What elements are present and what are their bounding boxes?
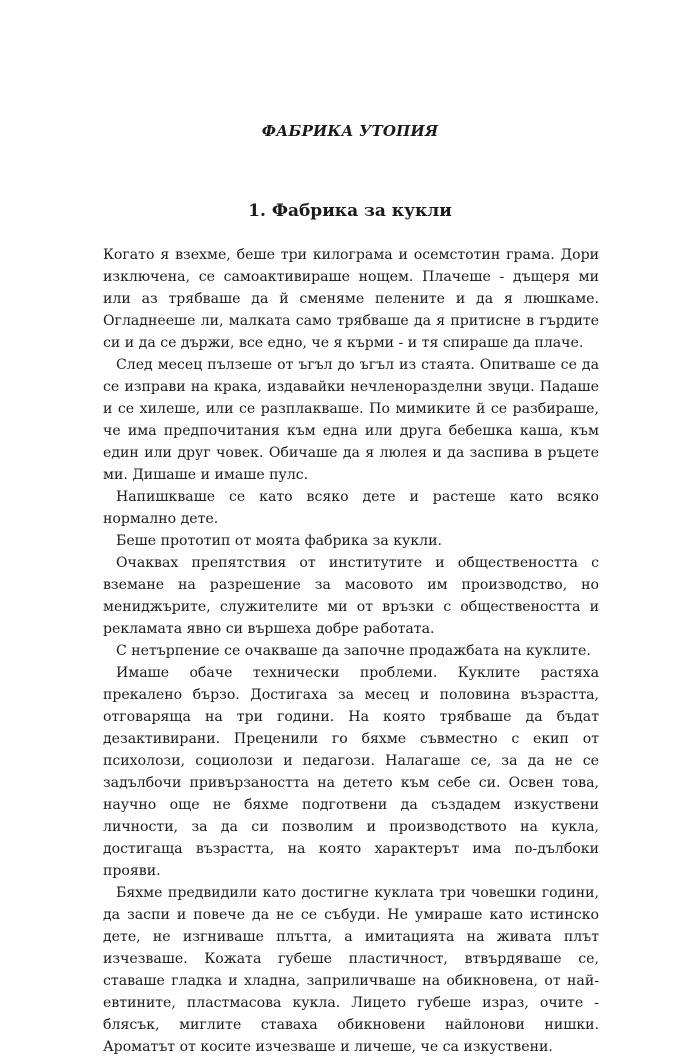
paragraph: Имаше обаче технически проблеми. Куклите растяха прекалено бързо. Достигаха за месец и половина възрастта, отговаряща на три години. На която трябваше да бъдат дезактивирани. Преценили го бяхме съвместно с екип от психолози, социолози и педагози. Налагаше се, за да не се задълбочи привързаността на детето към себе си. Освен това, научно още не бяхме подготвени да създадем изкуствени личности, за да си позволим и производството на кукла, достигаща възрастта, на която характерът има по-дълбоки прояви. xyxy=(103,665,599,879)
chapter-title: 1. Фабрика за кукли xyxy=(248,201,452,221)
paragraph: След месец пълзеше от ъгъл до ъгъл из стаята. Опитваше се да се изправи на крака, издавайки нечленоразделни звуци. Падаше и се хилеше, или се разплакваше. По мимиките й се разбираше, че има предпочитания към една или друга бебешка каша, към един или друг човек. Обичаше да я люлея и да заспива в ръцете ми. Дишаше и имаше пулс. xyxy=(103,357,599,483)
chapter-body xyxy=(103,244,599,1058)
paragraph: Беше прототип от моята фабрика за кукли. xyxy=(115,533,442,549)
paragraph: Бяхме предвидили като достигне куклата три човешки години, да заспи и повече да не се събуди. Не умираше като истинско дете, не изгниваше плътта, а имитацията на живата плът изчезваше. Кожата губеше пластичност, втвърдяваше се, ставаше гладка и хладна, заприличваше на обикновена, от най-евтините, пластмасова кукла. Лицето губеше израз, очите - блясък, миглите ставаха обикновени найлонови нишки. Ароматът от косите изчезваше и личеше, че са изкуствени. xyxy=(103,885,599,1055)
paragraph: Очаквах препятствия от институтите и обществеността с вземане на разрешение за масовото им производство, но мениджърите, служителите ми от връзки с обществеността и рекламата явно си вършеха добре работата. xyxy=(103,555,599,637)
book-title: ФАБРИКА УТОПИЯ xyxy=(261,122,439,140)
paragraph: С нетърпение се очакваше да започне продажбата на куклите. xyxy=(115,643,591,659)
paragraph: Напишкваше се като всяко дете и растеше като всяко нормално дете. xyxy=(103,489,599,527)
paragraph: Когато я взехме, беше три килограма и осемстотин грама. Дори изключена, се самоактивираше нощем. Плачеше - дъщеря ми или аз трябваше да й сменяме пелените и да я люшкаме. Огладнееше ли, малката само трябваше да я притисне в гърдите си и да се държи, все едно, че я кърми - и тя спираше да плаче. xyxy=(103,247,599,351)
